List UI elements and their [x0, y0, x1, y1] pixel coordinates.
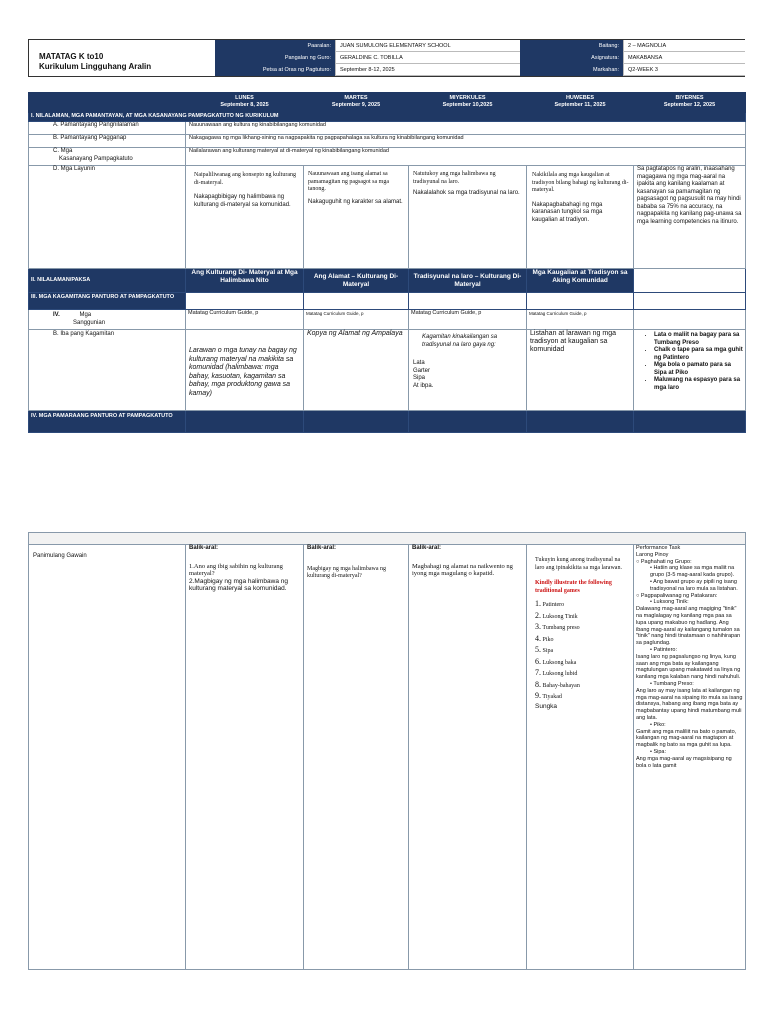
gawain-lunes-1: 1.Ano ang ibig sabihin ng kulturang materyal? [189, 562, 283, 577]
layunin-martes-1: Nauunawaan ang isang alamat sa pamamagitan ng pagsagot sa mga tanong. [308, 171, 389, 192]
layunin-huwebes-2: Nakapagbabahagi ng mga karanasan tungkol sa mga kaugalian at tradiyon. [532, 201, 603, 223]
petsa-value: September 8-12, 2025 [335, 64, 520, 76]
pangnilalaman-value: Nauunawaan ang kultura ng kinabibilangang komunidad [186, 122, 746, 135]
section-3-cell [634, 293, 746, 310]
kagamitan-miyerkules-intro: Kagamitan kinakailangan sa tradisyunal na laro gaya ng: [422, 334, 498, 348]
markahan-value: Q2-WEEK 3 [623, 64, 745, 76]
gawain-martes [304, 545, 409, 970]
day-date: September 8, 2025 [220, 101, 269, 108]
document-title [29, 40, 215, 76]
header-row-3 [215, 64, 745, 76]
game-item: 9. Tiyakad [535, 691, 562, 700]
baitang-value: 2 – MAGNOLIA [623, 40, 745, 52]
row-layunin [29, 166, 746, 269]
ptask-line: • Tumbang Preso: [650, 680, 694, 687]
ptask-line: ○ Pagpapaliwanag ng Patakaran: [636, 592, 718, 599]
sanggunian-biyernes [634, 310, 746, 330]
section-2-row [29, 269, 746, 293]
day-header-blank [29, 93, 186, 113]
kagamitan-biyernes [634, 330, 746, 411]
day-name: LUNES [235, 95, 254, 101]
game-item: 5. Sipa [535, 645, 554, 654]
sanggunian-label-3: Sanggunian [73, 319, 106, 326]
day-name: BIYERNES [675, 95, 704, 101]
pamaraan-top-band [29, 533, 746, 545]
section-3-row [29, 293, 746, 310]
balik-aral-title: Balik-aral: [189, 545, 219, 551]
ptask-line: • Luksong Tinik: [650, 599, 689, 606]
gawain-huwebes-1: Tukuyin kung anong tradisyunal na laro ang ipinakikita sa mga larawan. [535, 557, 622, 571]
list-item: • Maluwang na espasyo para sa mga laro [654, 377, 745, 392]
kasanayan-value: Nailalarawan ang kulturang materyal at di-materyal ng kinabibilangang komunidad [186, 148, 746, 166]
header-row-2 [215, 52, 745, 64]
day-name: MARTES [344, 95, 368, 101]
row-panimulang-gawain [29, 545, 746, 970]
header-fields [215, 40, 745, 76]
day-name: MIYERKULES [449, 95, 486, 101]
pagganap-value: Nakagagawa ng mga likhang-sining na nagpapakita ng pagpapahalaga sa kultura ng kinabibilangang komunidad [186, 135, 746, 148]
day-name: HUWEBES [565, 95, 595, 101]
game-item-sungka: Sungka [535, 702, 558, 710]
game-item: 6. Luksong baka [535, 656, 577, 666]
layunin-huwebes [527, 166, 634, 269]
section-4-cell [634, 411, 746, 433]
sanggunian-martes: Matatag Curriculum Guide, p [304, 310, 409, 330]
header-block [28, 39, 745, 77]
section-4-title: IV. MGA PAMARAANG PANTURO AT PAMPAGKATUTO [29, 411, 186, 433]
row-kagamitan [29, 330, 746, 411]
baitang-label: Baitang: [520, 40, 623, 52]
gawain-biyernes [634, 545, 746, 970]
kasanayan-label-2: Kasanayang Pampagkatuto [59, 155, 133, 162]
kagamitan-biyernes-list [634, 332, 745, 392]
row-sanggunian [29, 310, 746, 330]
row-kasanayan [29, 148, 746, 166]
section-3-cell [527, 293, 634, 310]
section-4-cell [527, 411, 634, 433]
day-header-lunes [186, 93, 304, 113]
section-1-title: I. NILALAMAN, MGA PAMANTAYAN, AT MGA KASANAYANG PAMPAGKATUTO NG KURIKULUM [29, 113, 746, 122]
list-item: • Lata o maliit na bagay para sa Tumbang Preso [654, 332, 745, 347]
game-item: 3. Tumbang preso [535, 622, 580, 631]
title-line-2: Kurikulum Lingguhang Aralin [39, 62, 152, 71]
day-date: September 12, 2025 [663, 101, 716, 108]
day-date: September 9, 2025 [331, 101, 381, 108]
ptask-line: Isang laro ng pagsalungso ng linya, kung saan ang mga bata ay kailangang magtulungan upang makatawid sa linya ng kanilang mga kalaban nang hindi nahuhuli. [636, 653, 741, 681]
ptask-line: Ang laro ay may isang lata at kailangan ng mga mag-aaral na sipaing ito mula sa isang distansya, habang ang ibang mga bata ay magbabantay upang hindi matumbang muli ang lata. [636, 687, 743, 721]
nilalaman-miyerkules: Tradisyunal na laro – Kulturang Di-Materyal [409, 269, 527, 293]
guro-value: GERALDINE C. TOBILLA [335, 52, 520, 64]
lesson-plan-table [28, 92, 746, 433]
markahan-label: Markahan: [520, 64, 623, 76]
sanggunian-lunes: Matatag Curriculum Guide, p [186, 310, 304, 330]
list-item: Garter [413, 367, 431, 374]
row-pagganap [29, 135, 746, 148]
layunin-lunes-2: Nakapagbibigay ng halimbawa ng kulturang di-materyal sa komunidad. [194, 194, 291, 208]
sanggunian-label [29, 310, 186, 330]
ptask-line: ○ Paghahati ng Grupo: [636, 558, 692, 565]
section-3-cell [409, 293, 527, 310]
layunin-lunes [186, 166, 304, 269]
list-item: At ibpa. [413, 382, 434, 389]
kagamitan-lunes: Larawan o mga tunay na bagay ng kulturang materyal na makikita sa komunidad (halimbawa: mga bahay, kasuotan, kagamitan sa bahay, mga produktong gawa sa kamay) [186, 330, 304, 411]
layunin-miyerkules-2: Nakalalahok sa mga tradisyunal na laro. [413, 190, 520, 196]
sanggunian-miyerkules: Matatag Curriculum Guide, p [409, 310, 527, 330]
sanggunian-huwebes: Matatag Curriculum Guide, p [527, 310, 634, 330]
asignatura-value: MAKABANSA [623, 52, 745, 64]
ptask-line: Gamit ang mga maliliit na bato o pamato, kailangan ng mag-aaral na magtapon at magbalik ng bato sa mga guhit sa lupa. [636, 728, 737, 749]
game-item: 8. Bahay-bahayan [535, 679, 580, 689]
petsa-label: Petsa at Oras ng Pagtuturo: [215, 64, 335, 76]
layunin-miyerkules [409, 166, 527, 269]
pangnilalaman-label: A. Pamantayang Pangnilalaman [29, 122, 186, 135]
header-row-1 [215, 40, 745, 52]
kagamitan-miyerkules [409, 330, 527, 411]
kagamitan-martes: Kopya ng Alamat ng Ampalaya [304, 330, 409, 411]
day-header-miyerkules [409, 93, 527, 113]
gawain-huwebes [527, 545, 634, 970]
section-3-cell [186, 293, 304, 310]
ptask-line: Ang mga mag-aaral ay magsisipang ng bola o lata gamit [636, 755, 732, 769]
list-item: Lata [413, 360, 425, 366]
balik-aral-title: Balik-aral: [307, 545, 337, 551]
game-item: 1. Patintero [535, 599, 565, 608]
pamaraan-table [28, 532, 746, 970]
gawain-lunes-2: 2.Magbigay ng mga halimbawa ng kulturang materyal sa komunidad. [189, 577, 289, 592]
gawain-miyerkules-1: Magbahagi ng alamat na naikwento ng iyong mga magulang o kapatid. [412, 562, 513, 577]
layunin-lunes-1: Naipaliliwanag ang konsepto ng kulturang di-materyal. [194, 172, 296, 186]
section-2-title: II. NILALAMAN/PAKSA [29, 269, 186, 293]
layunin-martes [304, 166, 409, 269]
guro-label: Pangalan ng Guro: [215, 52, 335, 64]
balik-aral-title: Balik-aral: [412, 545, 442, 551]
day-header-row [29, 93, 746, 113]
gawain-miyerkules [409, 545, 527, 970]
sanggunian-label-1: IV. [53, 312, 60, 318]
section-4-cell [409, 411, 527, 433]
list-item: • Chalk o tape para sa mga guhit ng Patintero [654, 347, 745, 362]
layunin-biyernes: Sa pagtatapos ng aralin, inaasahang magagawa ng mga mag-aaral na ipakita ang kanilang kaalaman at kasanayan sa pamamagitan ng pagsasagot ng pagsusulit na may hindi bababa sa 75% na accuracy, na nagpapakita ng kanilang pag-unawa sa mga learning competencies na itinuro. [634, 166, 746, 269]
sanggunian-label-2: Mga [79, 312, 92, 318]
section-3-cell [304, 293, 409, 310]
pagganap-label: B. Pamantayang Pagganap [29, 135, 186, 148]
section-1-band [29, 113, 746, 122]
layunin-label: D. Mga Layunin [29, 166, 186, 269]
layunin-huwebes-1: Nakikilala ang mga kaugalian at tradisyon bilang bahagi ng kulturang di-materyal. [532, 172, 629, 193]
kagamitan-label: B. Iba pang Kagamitan [29, 330, 186, 411]
paaralan-value: JUAN SUMULONG ELEMENTARY SCHOOL [335, 40, 520, 52]
list-item: Sipa [413, 375, 426, 381]
layunin-martes-2: Nakaguguhit ng karakter sa alamat. [308, 198, 403, 205]
kagamitan-miyerkules-list [413, 360, 523, 390]
kasanayan-label-1: C. Mga [53, 148, 73, 154]
game-item: 2. Luksong Tinik [535, 610, 578, 620]
kasanayan-label [29, 148, 186, 166]
row-pangnilalaman [29, 122, 746, 135]
section-4-row [29, 411, 746, 433]
pamaraan-top-row [29, 533, 746, 545]
section-4-cell [186, 411, 304, 433]
game-item: 7. Luksong lubid [535, 668, 578, 677]
title-line-1: MATATAG K to10 [39, 52, 104, 61]
day-header-biyernes [634, 93, 746, 113]
games-list [535, 599, 630, 703]
game-item: 4. Piko [535, 633, 554, 643]
ptask-line: Larong Pinoy [636, 551, 669, 558]
asignatura-label: Asignatura: [520, 52, 623, 64]
nilalaman-lunes: Ang Kulturang Di- Materyal at Mga Halimbawa Nito [186, 269, 304, 293]
day-header-huwebes [527, 93, 634, 113]
nilalaman-huwebes: Mga Kaugalian at Tradisyon sa Aking Komunidad [527, 269, 634, 293]
section-4-cell [304, 411, 409, 433]
ptask-line: Dalawang mag-aaral ang magiging "tinik" na maglalagay ng kanilang mga paa sa lupa upang makabuo ng hadlang. Ang ibang mag-aaral ay kailangang tumalon sa "tinik" nang hindi tinatamaan o nahihirapan sa paglundag. [636, 606, 741, 647]
day-date: September 10,2025 [442, 101, 493, 108]
day-header-martes [304, 93, 409, 113]
gawain-lunes [186, 545, 304, 970]
ptask-line: Performance Task [636, 545, 681, 551]
nilalaman-martes: Ang Alamat – Kulturang Di- Materyal [304, 269, 409, 293]
ptask-line: • Patintero: [650, 646, 677, 653]
kagamitan-huwebes: Listahan at larawan ng mga tradisyon at kaugalian sa komunidad [527, 330, 634, 411]
nilalaman-biyernes [634, 269, 746, 293]
ptask-line: • Sipa: [650, 748, 666, 755]
section-3-title: III. MGA KAGAMITANG PANTURO AT PAMPAGKATUTO [29, 293, 186, 310]
ptask-line: • Ang bawat grupo ay pipili ng isang tradisyonal na laro mula sa listahan. [650, 578, 738, 592]
ptask-line: • Hatiin ang klase sa mga maliit na grupo (3-5 mag-aaral kada grupo). [650, 565, 735, 579]
ptask-line: • Piko: [650, 721, 666, 728]
gawain-label: Panimulang Gawain [29, 545, 186, 970]
gawain-martes-1: Magbigay ng mga halimbawa ng kulturang di-materyal? [307, 565, 386, 579]
day-date: September 11, 2025 [554, 101, 606, 108]
layunin-miyerkules-1: Natutukoy ang mga halimbawa ng tradisyunal na laro. [413, 171, 496, 185]
illustrate-instruction: Kindly illustrate the following traditional games [535, 580, 612, 594]
list-item: • Mga bola o pamato para sa Sipa at Piko [654, 362, 745, 377]
paaralan-label: Paaralan: [215, 40, 335, 52]
